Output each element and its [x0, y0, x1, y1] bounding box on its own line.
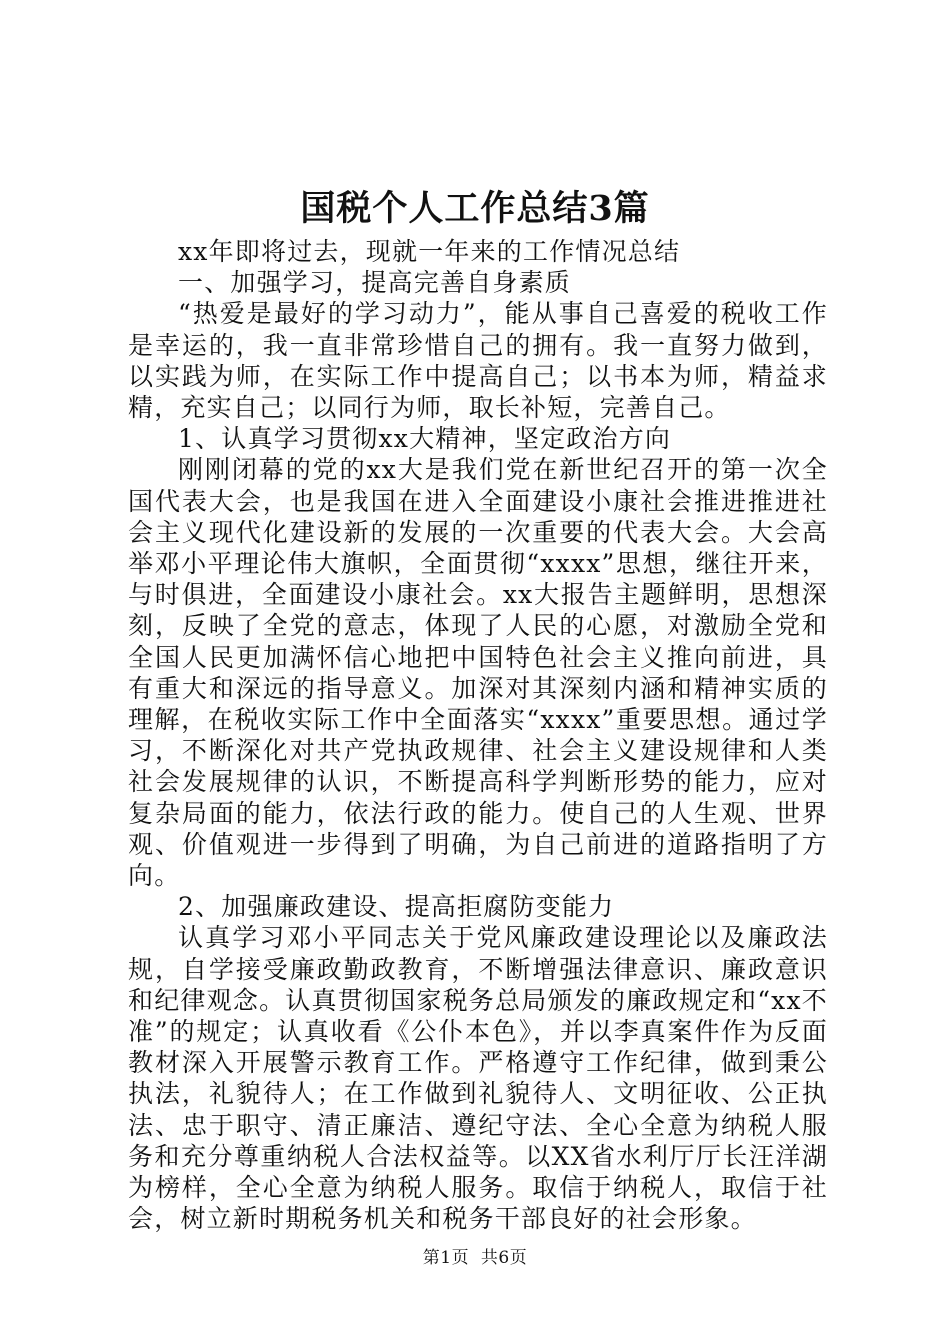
- page-number: 第1页 共6页: [422, 1248, 528, 1268]
- body-paragraph: 认真学习邓小平同志关于党风廉政建设理论以及廉政法规，自学接受廉政勤政教育，不断增强法律意识、廉政意识和纪律观念。认真贯彻国家税务总局颁发的廉政规定和“xx不准”的规定；认真收看《公仆本色》，并以李真案件作为反面教材深入开展警示教育工作。严格遵守工作纪律，做到秉公执法，礼貌待人；在工作做到礼貌待人、文明征收、公正执法、忠于职守、清正廉洁、遵纪守法、全心全意为纳税人服务和充分尊重纳税人合法权益等。以XX省水利厅厅长汪洋湖为榜样，全心全意为纳税人服务。取信于纳税人，取信于社会，树立新时期税务机关和税务干部良好的社会形象。: [128, 923, 828, 1234]
- section-heading-1: 一、加强学习，提高完善自身素质: [178, 268, 572, 298]
- body-paragraph: 刚刚闭幕的党的xx大是我们党在新世纪召开的第一次全国代表大会，也是我国在进入全面建设小康社会推进推进社会主义现代化建设新的发展的一次重要的代表大会。大会高举邓小平理论伟大旗帜，全面贯彻“xxxx”思想，继往开来，与时俱进，全面建设小康社会。xx大报告主题鲜明，思想深刻，反映了全党的意志，体现了人民的心愿，对激励全党和全国人民更加满怀信心地把中国特色社会主义推向前进，具有重大和深远的指导意义。加深对其深刻内涵和精神实质的理解，在税收实际工作中全面落实“xxxx”重要思想。通过学习，不断深化对共产党执政规律、社会主义建设规律和人类社会发展规律的认识，不断提高科学判断形势的能力，应对复杂局面的能力，依法行政的能力。使自己的人生观、世界观、价值观进一步得到了明确，为自己前进的道路指明了方向。: [128, 455, 828, 891]
- intro-paragraph: xx年即将过去，现就一年来的工作情况总结: [178, 237, 681, 266]
- body-paragraph: “热爱是最好的学习动力”，能从事自己喜爱的税收工作是幸运的，我一直非常珍惜自己的拥有。我一直努力做到，以实践为师，在实际工作中提高自己；以书本为师，精益求精，充实自己；以同行为师，取长补短，完善自己。: [128, 299, 828, 423]
- document-body: [128, 236, 828, 1235]
- subsection-heading-1: 1、认真学习贯彻xx大精神，坚定政治方向: [178, 424, 672, 454]
- page-footer: [0, 1243, 950, 1268]
- subsection-heading-2: 2、加强廉政建设、提高拒腐防变能力: [178, 892, 615, 922]
- document-title: 国税个人工作总结3篇: [300, 188, 650, 229]
